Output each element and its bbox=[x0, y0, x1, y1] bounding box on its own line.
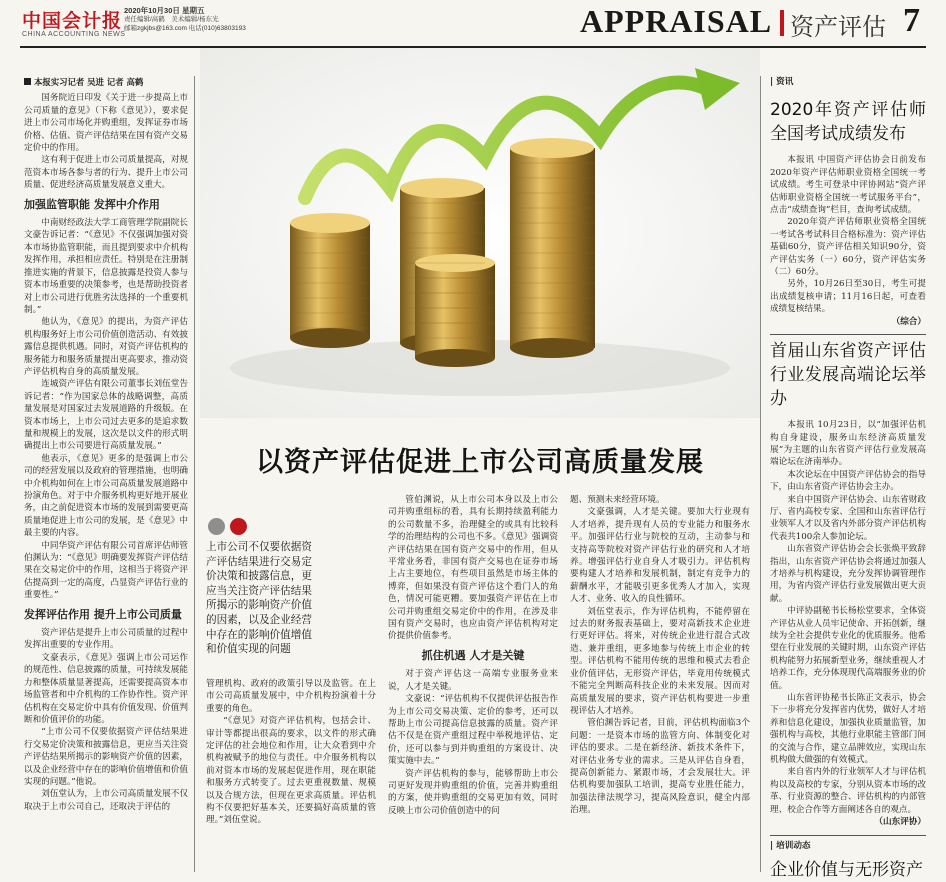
article-byline: 本报实习记者 吴进 记者 高鹤 bbox=[24, 76, 188, 88]
signature: （山东评协） bbox=[874, 817, 926, 828]
column-divider bbox=[760, 76, 761, 872]
paragraph: 国务院近日印发《关于进一步提高上市公司质量的意见》（下称《意见》），要求促进上市公司市场化并购重组，发挥证券市场价格、估值、资产评估结果在国有资产交易定价中的作用。 bbox=[24, 93, 188, 154]
paragraph: 另外，10月26日至30日，考生可提出成绩复核申请；11月16日起，可查看成绩复核结果。 bbox=[770, 279, 926, 315]
section-tag: | 资讯 bbox=[770, 76, 926, 88]
paragraph: 本报讯 中国资产评估协会日前发布2020年资产评估师职业资格全国统一考试成绩。考生可登录中评协网站“资产评估师职业资格全国统一考试服务平台”，点击“成绩查询”栏目，查询考试成绩。 bbox=[770, 155, 926, 216]
paragraph: 刘伍堂认为，上市公司高质量发展不仅取决于上市公司自己，还取决于评估的 bbox=[24, 789, 188, 812]
section-title-english: APPRAISAL bbox=[580, 3, 773, 39]
paragraph: 管理机构、政府的政策引导以及监管。在上市公司高质量发展中，中介机构扮演着十分重要的角色。 bbox=[206, 679, 376, 714]
article-column-3 bbox=[388, 494, 558, 817]
paragraph: 本报讯 10月23日，以“加强评估机构自身建设，服务山东经济高质量发展”为主题的山东省资产评估行业发展高端论坛在济南举办。 bbox=[770, 420, 926, 468]
article-headline: 以资产评估促进上市公司高质量发展 bbox=[256, 447, 704, 478]
subheading: 加强监管职能 发挥中介作用 bbox=[24, 197, 160, 211]
coins-arrow-illustration bbox=[200, 48, 760, 418]
divider bbox=[770, 334, 926, 335]
paragraph: 管伯渊告诉记者，目前，评估机构面临3个问题：一是资本市场的监管方向、体制变化对评估的要求。二是在新经济、新技术条件下，对评估业务专业的需求。三是从评估自身看，提高创新能力、紧跟市场，才会发展壮大。评估机构要加强队工培训，提高专业胜任能力，加强法律法规学习，提高风险意识，健全内部治理。 bbox=[570, 718, 750, 816]
coin-stacks-image bbox=[200, 48, 760, 418]
paragraph: 中南财经政法大学工商管理学院副院长文豪告诉记者：“《意见》不仅强调加强对资本市场协监管职能，而且提到要求中介机构发挥作用，承担相应责任。特别是在注册制推进实施的背景下，信息披露是投资人参与资本市场重要的决策参考，也是帮助投资者对上市公司进行优胜劣汰选择的一个重要机制。” bbox=[24, 218, 188, 315]
contact-line: 邮箱zgkjbs@163.com 电话(010)63803193 bbox=[124, 25, 246, 32]
paragraph: “《意见》对资产评估机构，包括会计、审计等都提出很高的要求，以文件的形式确定评估的社会地位和作用，让大众看到中介机构被赋予的地位与责任。中介服务机构以前对资本市场的发展起促进作用，现在职能和服务方式转变了。过去更重视数量、规模以及合规方法，但现在更求高质量。评估机构不仅要把好基本关，还要搞好高质量的管理。”刘伍堂说。 bbox=[206, 716, 376, 826]
paragraph: 题、预测未来经营环境。 bbox=[570, 495, 665, 505]
paragraph: 山东省资产评估协会会长张焕平致辞指出，山东省资产评估协会将通过加强人才培养与机构建设，充分发挥协调管理作用，为省内资产评估行业发展做出更大贡献。 bbox=[770, 544, 926, 604]
article-column-4 bbox=[570, 494, 750, 817]
paragraph: 中评协副秘书长杨松堂要求，全体资产评估从业人员牢记使命、开拓创新，继续为全社会提供专业化的优质服务。他希望在行业发展的关键时期，山东资产评估机构能努力拓展新型业务，继续重视人才培养工作，充分体现现代高端服务业的价值。 bbox=[770, 606, 926, 691]
paragraph: 管伯渊说，从上市公司本身以及上市公司并购重组标的看，具有长期持续盈利能力的公司数量不多，治理健全的或具有比较科学的治理结构的公司也不多。《意见》强调资产评估结果在国有资产交易中的作用，但从平常业务看，非国有资产交易也在证券市场上占主要地位，有些项目虽然是市场主体的博弈，但如果没有资产评估这个看门人的角色，情况可能更糟。要加强资产评估在上市公司并购重组交易定价中的作用，在涉及非国有资产交易时，也应由资产评估机构对定价提供价值参考。 bbox=[388, 495, 558, 642]
grey-dot-icon bbox=[208, 518, 225, 535]
paragraph: 对于资产评估这一高端专业服务业来说，人才是关键。 bbox=[388, 669, 558, 692]
paragraph: 来自省内外的行业领军人才与评估机构以及高校的专家，分别从资本市场的改革、行业资源的整合、评估机构的内部管理、校企合作等方面阐述各自的观点。 bbox=[770, 767, 926, 815]
subheading: 发挥评估作用 提升上市公司质量 bbox=[24, 607, 182, 621]
signature: （综合） bbox=[891, 316, 926, 327]
section-divider-bar bbox=[780, 10, 784, 36]
section-tag: | 培训动态 bbox=[770, 840, 926, 852]
paragraph: 这有利于促进上市公司质量提高，对规范资本市场各参与者的行为、提升上市公司质量、促进经济高质量发展意义重大。 bbox=[24, 155, 188, 191]
paragraph: 他认为，《意见》的提出，为资产评估机构服务好上市公司价值创造活动、有效披露信息提供机遇。同时，对资产评估机构的服务能力和服务质量提出更高要求，推动资产评估机构自身的高质量发展。 bbox=[24, 317, 188, 377]
paragraph: 文豪说：“评估机构不仅提供评估报告作为上市公司交易决策、定价的参考，还可以帮助上市公司提高信息披露的质量。资产评估不仅是在资产重组过程中举税地评估、定价，还可以参与到并购重组的方案设计、决策实施中去。” bbox=[388, 694, 558, 767]
article-column-2 bbox=[206, 678, 376, 827]
paragraph: 文豪强调，人才是关键。要加大行业现有人才培养，提升现有人员的专业能力和服务水平。加强评估行业与院校的互动，主动参与和支持高等院校对资产评估行业的研究和人才培养。增强评估行业自身人才吸引力。评估机构要构建人才培养和发展机制，制定有竞争力的薪酬水平，才能吸引更多优秀人才加入，实现人才、业务、收入的良性循环。 bbox=[570, 507, 750, 605]
paragraph: 资产评估是提升上市公司质量的过程中发挥出重要的专业作用。 bbox=[24, 628, 188, 651]
paragraph: “上市公司不仅要依据资产评估结果进行交易定价决策和披露信息，更应当关注资产评估结果所揭示的影响资产价值的因素，以及企业经营中存在的影响价值增值和价值实现的问题。”他说。 bbox=[24, 727, 188, 787]
article-column-1 bbox=[24, 76, 188, 813]
subheading: 抓住机遇 人才是关键 bbox=[421, 648, 525, 662]
paragraph: 资产评估机构的参与，能够帮助上市公司更好发现并购重组的价值，完善并购重组的方案，使并购重组的交易更加有效，同时反映上市公司价值创造中的问 bbox=[388, 768, 558, 816]
issue-date: 2020年10月30日 星期五 bbox=[124, 6, 205, 15]
paragraph: 2020年资产评估师职业资格全国统一考试各考试科目合格标准为：资产评估基础60分，资产评估相关知识90分，资产评估实务（一）60分，资产评估实务（二）60分。 bbox=[770, 217, 926, 278]
sidebar-headline: 首届山东省资产评估行业发展高端论坛举办 bbox=[770, 341, 926, 410]
paragraph: 刘伍堂表示，作为评估机构，不能停留在过去的财务报表基础上，要对高新技术企业进行更好评估。将来，对传统企业进行混合式改造、兼并重组，更多地参与传统上市企业的转型。评估机构不能用传统的思维和模式去看企业价值评估，无形资产评估，毕竟用传统模式不能完全判断高科技企业的未来发展。因而对高质量发展的要求，资产评估机构要进一步重视评估人才培养。 bbox=[570, 606, 750, 716]
editors-line: 责任编辑/高鹤 美术编辑/杨东光 bbox=[124, 16, 219, 23]
red-dot-icon bbox=[230, 518, 247, 535]
paragraph: 文豪表示，《意见》强调上市公司运作的规范性、信息披露的质量，可持续发展能力和整体质量显著提高，还需要提高资本市场监管者和中介机构的工作协作性。资产评估机构在交易定价中具有价值发现、价值判断和价值评价的功能。 bbox=[24, 652, 188, 725]
news-sidebar bbox=[770, 76, 926, 882]
divider bbox=[770, 835, 926, 836]
paragraph: 中同华资产评估有限公司首席评估师管伯渊认为：“《意见》明确要发挥资产评估结果在交易定价中的作用，这相当于将资产评估提高到一定的高度，凸显资产评估行业的重要性。” bbox=[24, 540, 188, 601]
paragraph: 来自中国资产评估协会、山东省财政厅、省内高校专家、全国和山东省评估行业领军人才以及省内外部分资产评估机构代表共100余人参加论坛。 bbox=[770, 494, 926, 542]
paragraph: 本次论坛在中国资产评估协会的指导下，由山东省资产评估协会主办。 bbox=[770, 469, 926, 493]
sidebar-headline: 企业价值与无形资产 bbox=[770, 859, 923, 880]
masthead bbox=[0, 0, 946, 46]
paragraph: 连城资产评估有限公司董事长刘伍堂告诉记者：“作为国家总体的战略调整，高质量发展是对国家过去发展道路的升级版。在资本市场上，上市公司过去更多的是追求数量和规模上的发展，这次是以文件的形式明确提出上市公司要进行高质量发展。” bbox=[24, 379, 188, 452]
paragraph: 山东省评协秘书长陈正文表示，协会下一步将充分发挥省内优势，做好人才培养和信息化建设，加强执业质量监管，加强机构与高校，其他行业职能主管部门间的交流与合作，建立品牌效应，实现山东机构做大做强的有效模式。 bbox=[770, 693, 926, 766]
pull-quote: 上市公司不仅要依据资产评估结果进行交易定价决策和披露信息，更应当关注资产评估结果所揭示的影响资产价值的因素，以及企业经营中存在的影响价值增值和价值实现的问题 bbox=[206, 541, 312, 656]
column-divider bbox=[194, 76, 195, 872]
paragraph: 他表示，《意见》更多的是强调上市公司的经营发展以及政府的管理措施，也明确中介机构如何在上市公司高质量发展道路中扮演角色。对于中介服务机构更好地开展业务，由之前促进资本市场的发展到需要更高质量地促进上市公司的发展，是《意见》中最主要的内容。 bbox=[24, 453, 188, 539]
newspaper-logo: 中国会计报 bbox=[22, 10, 123, 32]
issue-meta bbox=[124, 6, 294, 33]
section-title: 资产评估 bbox=[790, 13, 886, 41]
sidebar-headline: 2020年资产评估师全国考试成绩发布 bbox=[770, 100, 926, 145]
page-number: 7 bbox=[903, 2, 920, 39]
newspaper-logo-english: CHINA ACCOUNTING NEWS bbox=[22, 31, 126, 38]
